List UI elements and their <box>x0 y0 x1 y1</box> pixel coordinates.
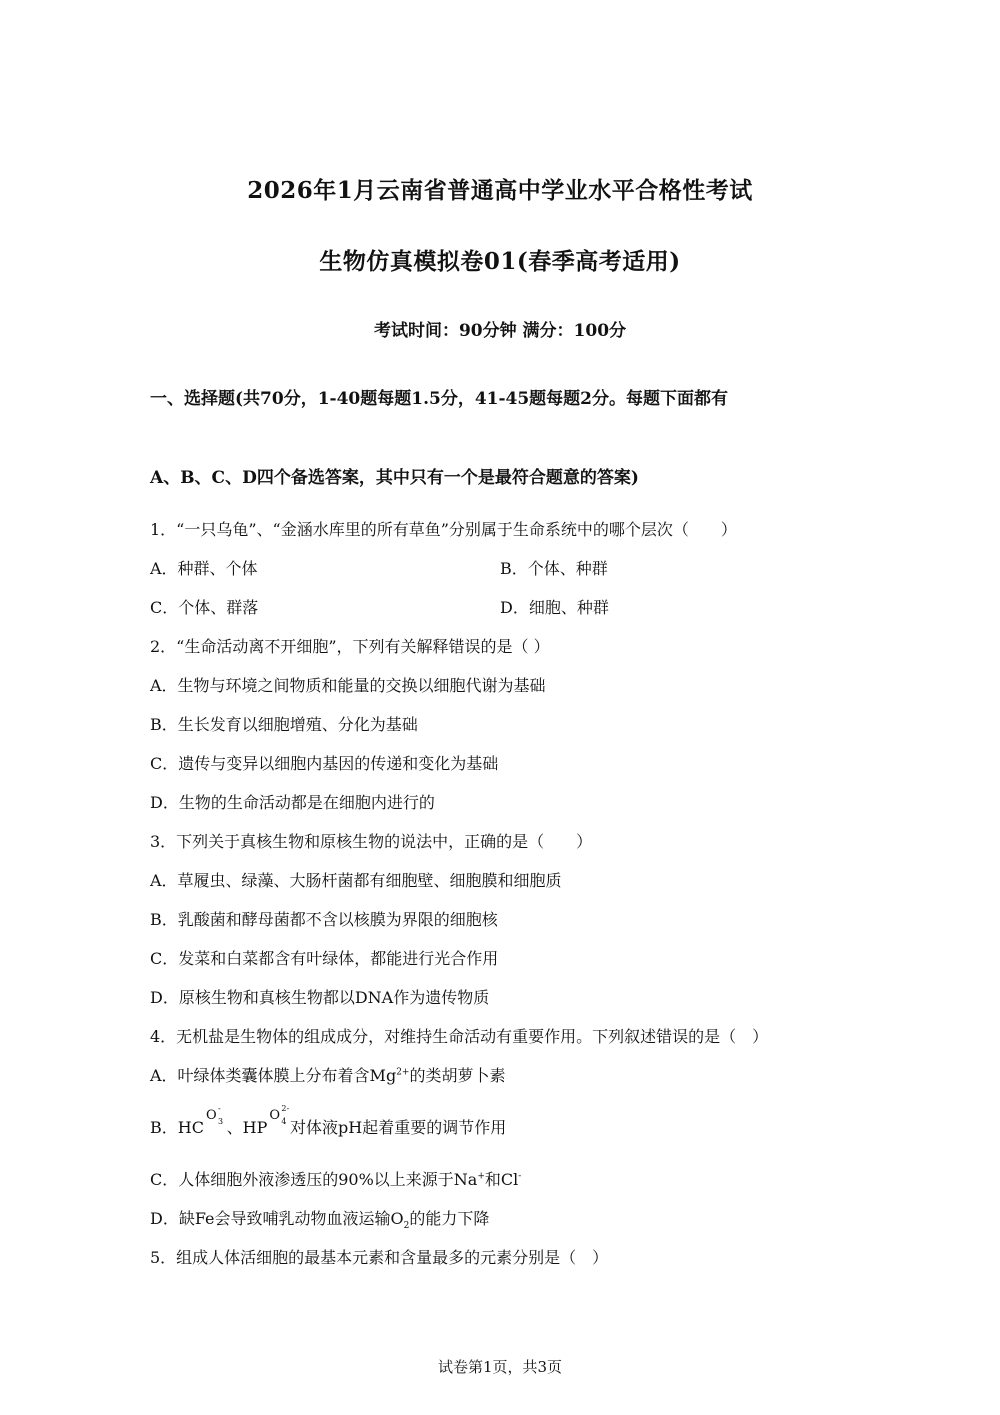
mg-charge: 2+ <box>396 1067 410 1078</box>
ion-count: 3 <box>217 1117 224 1126</box>
question-4-option-b-tail: 对体液pH起着重要的调节作用 <box>290 1118 507 1137</box>
question-5-stem: 5．组成人体活细胞的最基本元素和含量最多的元素分别是（ ） <box>150 1248 609 1267</box>
question-3-stem: 3．下列关于真核生物和原核生物的说法中，正确的是（ ） <box>150 832 593 851</box>
question-4-option-d-tail: 的能力下降 <box>409 1209 490 1228</box>
question-4-option-c-text: C．人体细胞外液渗透压的90%以上来源于Na <box>150 1170 478 1189</box>
question-2-option-a: A．生物与环境之间物质和能量的交换以细胞代谢为基础 <box>150 676 546 695</box>
exam-info: 考试时间：90分钟 满分：100分 <box>373 321 627 341</box>
question-2-stem: 2．“生命活动离不开细胞”，下列有关解释错误的是（ ） <box>150 637 550 656</box>
question-4-option-b-text: B．HC <box>150 1118 204 1137</box>
question-4-option-b <box>150 1104 507 1138</box>
section-heading-line1: 一、选择题(共70分，1-40题每题1.5分，41-45题每题2分。每题下面都有 <box>150 389 729 409</box>
question-4-option-c-mid: 和Cl <box>484 1170 519 1189</box>
question-4-option-a-text: A．叶绿体类囊体膜上分布着含Mg <box>150 1066 397 1085</box>
question-3-option-b: B．乳酸菌和酵母菌都不含以核膜为界限的细胞核 <box>150 910 498 929</box>
question-2-option-b: B．生长发育以细胞增殖、分化为基础 <box>150 715 418 734</box>
question-3-option-c: C．发菜和白菜都含有叶绿体，都能进行光合作用 <box>150 949 499 968</box>
ion-charge: - <box>217 1104 221 1113</box>
question-3-option-a: A．草履虫、绿藻、大肠杆菌都有细胞壁、细胞膜和细胞质 <box>150 871 562 890</box>
ion-oxygen: O <box>205 1108 217 1123</box>
question-4-option-d-text: D．缺Fe会导致哺乳动物血液运输O <box>150 1209 404 1228</box>
question-4-option-c <box>150 1167 521 1190</box>
ion-oxygen: O <box>269 1108 281 1123</box>
question-2-option-c: C．遗传与变异以细胞内基因的传递和变化为基础 <box>150 754 499 773</box>
bicarbonate-ion-fragment <box>205 1104 224 1126</box>
cl-charge: - <box>518 1171 522 1182</box>
exam-title-line2: 生物仿真模拟卷01(春季高考适用) <box>319 248 681 275</box>
section-heading-line2: A、B、C、D四个备选答案，其中只有一个是最符合题意的答案) <box>150 468 639 488</box>
question-4-stem: 4．无机盐是生物体的组成成分，对维持生命活动有重要作用。下列叙述错误的是（ ） <box>150 1027 769 1046</box>
question-4-option-a <box>150 1063 505 1086</box>
question-2-option-d: D．生物的生命活动都是在细胞内进行的 <box>150 793 435 812</box>
oxygen-subscript: 2 <box>403 1221 410 1232</box>
question-1-option-c: C．个体、群落 <box>150 598 259 617</box>
question-1-option-d: D．细胞、种群 <box>500 598 609 617</box>
ion-charge: 2- <box>281 1104 290 1113</box>
question-1-stem: 1．“一只乌龟”、“金涵水库里的所有草鱼”分别属于生命系统中的哪个层次（ ） <box>150 520 737 539</box>
question-4-option-b-mid: 、HP <box>226 1118 268 1137</box>
page-footer: 试卷第1页，共3页 <box>437 1358 563 1376</box>
na-charge: + <box>477 1171 485 1182</box>
ion-count: 4 <box>281 1117 287 1126</box>
question-3-option-d: D．原核生物和真核生物都以DNA作为遗传物质 <box>150 988 490 1007</box>
exam-title-line1: 2026年1月云南省普通高中学业水平合格性考试 <box>247 177 753 204</box>
question-4-option-a-tail: 的类胡萝卜素 <box>409 1066 506 1085</box>
hydrogen-phosphate-ion-fragment <box>269 1104 290 1126</box>
question-1-option-a: A．种群、个体 <box>150 559 258 578</box>
question-4-option-d <box>150 1206 489 1231</box>
question-1-option-b: B．个体、种群 <box>500 559 608 578</box>
